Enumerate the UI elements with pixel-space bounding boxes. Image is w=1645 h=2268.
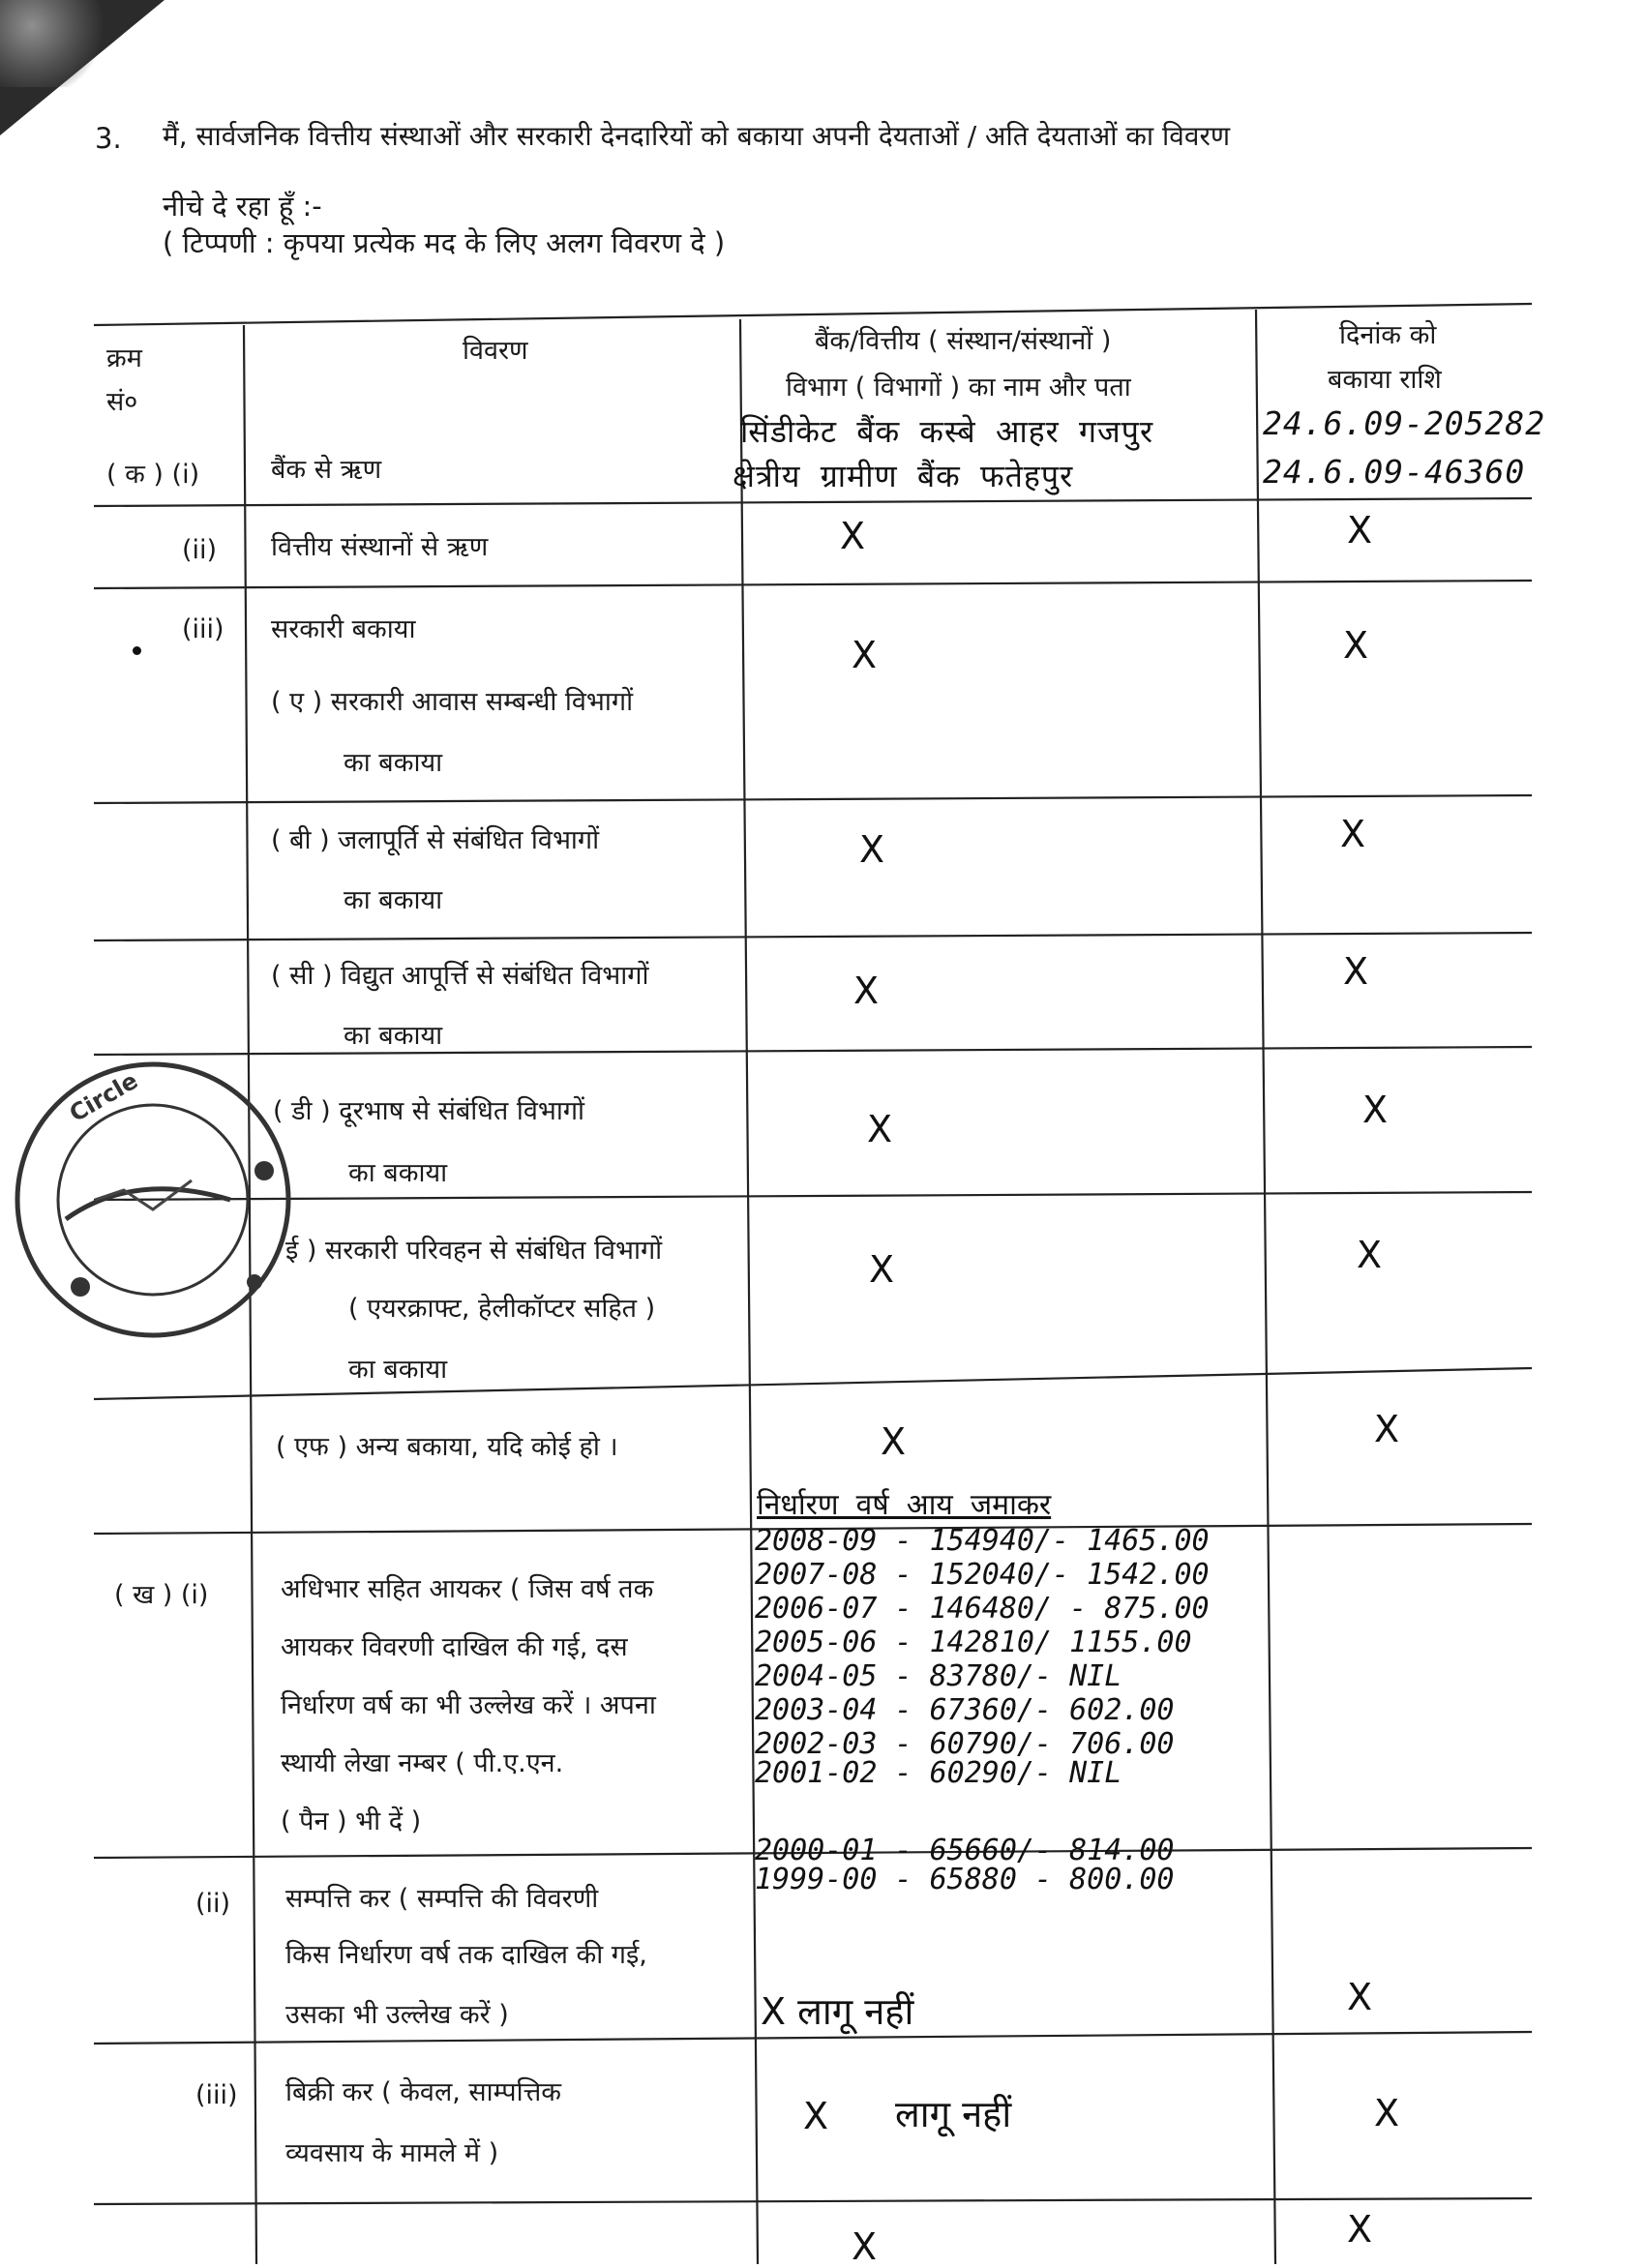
tax-line-2002: 2002-03 - 60790/- 706.00 — [755, 1727, 1175, 1761]
tax-line-2001: 2001-02 - 60290/- NIL — [755, 1756, 1122, 1790]
header-serial-line1: क्रम — [106, 343, 142, 373]
row-ka-i-amount-line1: 24.6.09-205282 — [1263, 404, 1546, 442]
official-stamp — [8, 1055, 298, 1345]
row-e-desc-line3: का बकाया — [348, 1355, 448, 1385]
row-f-desc: ( एफ ) अन्य बकाया, यदि कोई हो । — [276, 1432, 618, 1462]
tax-line-2004: 2004-05 - 83780/- NIL — [755, 1659, 1122, 1693]
row-kha-i-desc-line4: स्थायी लेखा नम्बर ( पी.ए.एन. — [281, 1748, 564, 1778]
tax-line-1999: 1999-00 - 65880 - 800.00 — [755, 1863, 1175, 1896]
row-kha-ii-serial: (ii) — [195, 1889, 231, 1919]
row-ka-ii-amount: X — [1347, 509, 1373, 552]
intro-note: ( टिप्पणी : कृपया प्रत्येक मद के लिए अलग विवरण दे ) — [163, 226, 726, 259]
row-d-desc-line1: ( डी ) दूरभाष से संबंधित विभागों — [273, 1096, 585, 1126]
tax-line-2005: 2005-06 - 142810/ 1155.00 — [755, 1626, 1192, 1659]
row-kha-iii-desc-line1: बिक्री कर ( केवल, साम्पत्तिक — [285, 2077, 561, 2107]
row-b-amount: X — [1340, 813, 1366, 855]
row-d-bank: X — [867, 1108, 893, 1150]
row-f-bank: X — [881, 1420, 907, 1463]
row-e-bank: X — [869, 1248, 895, 1291]
row-kha-i-serial: ( ख ) (i) — [114, 1580, 209, 1610]
row-kha-i-desc-line5: ( पैन ) भी दें ) — [281, 1806, 422, 1836]
row-b-desc-line2: का बकाया — [344, 885, 443, 915]
row-d-amount: X — [1362, 1089, 1389, 1131]
tax-line-2003: 2003-04 - 67360/- 602.00 — [755, 1693, 1175, 1727]
row-b-desc-line1: ( बी ) जलापूर्ति से संबंधित विभागों — [271, 825, 600, 855]
tax-line-2000: 2000-01 - 65660/- 814.00 — [755, 1834, 1175, 1867]
row-ka-iii-amount: X — [1343, 624, 1369, 667]
header-description: विवरण — [463, 336, 528, 366]
row-ka-ii-bank: X — [840, 515, 866, 557]
row-kha-ii-amount: X — [1347, 1976, 1373, 2018]
row-ka-iii-desc-line3: का बकाया — [344, 748, 443, 778]
intro-line-2: नीचे दे रहा हूँ :- — [163, 190, 322, 223]
row-e-amount: X — [1357, 1234, 1383, 1276]
row-ka-iii-bank: X — [852, 634, 878, 676]
row-kha-iii-serial: (iii) — [195, 2080, 238, 2110]
row-c-desc-line1: ( सी ) विद्युत आपूर्त्ति से संबंधित विभागों — [271, 961, 649, 991]
row-kha-iii-bank-x: X — [803, 2095, 829, 2137]
row-c-bank: X — [853, 970, 880, 1012]
row-ka-iii-serial: (iii) — [182, 614, 224, 644]
intro-line-1: मैं, सार्वजनिक वित्तीय संस्थाओं और सरकारी देनदारियों को बकाया अपनी देयताओं / अति देयताओं का विवरण — [163, 120, 1231, 152]
stamp-text: Circle — [65, 1066, 143, 1128]
row-c-amount: X — [1343, 950, 1369, 993]
row-ka-i-amount-line2: 24.6.09-46360 — [1263, 453, 1526, 491]
row-ka-i-serial: ( क ) (i) — [106, 460, 200, 490]
row-kha-i-desc-line2: आयकर विवरणी दाखिल की गई, दस — [281, 1632, 628, 1662]
row-kha-iii-desc-line2: व्यवसाय के मामले में ) — [285, 2138, 499, 2168]
tax-line-2008: 2008-09 - 154940/- 1465.00 — [755, 1524, 1210, 1558]
row-last-amount: X — [1347, 2208, 1373, 2251]
header-bank-line2: विभाग ( विभागों ) का नाम और पता — [786, 373, 1131, 403]
row-kha-i-desc-line3: निर्धारण वर्ष का भी उल्लेख करें । अपना — [281, 1690, 656, 1720]
tax-table-header: निर्धारण वर्ष आय जमाकर — [757, 1488, 1052, 1522]
row-kha-ii-bank: X लागू नहीं — [761, 1990, 914, 2033]
header-bank-line1: बैंक/वित्तीय ( संस्थान/संस्थानों ) — [815, 326, 1112, 356]
row-ka-i-bank-line2: क्षेत्रीय ग्रामीण बैंक फतेहपुर — [733, 458, 1074, 494]
tax-line-2006: 2006-07 - 146480/ - 875.00 — [755, 1592, 1210, 1626]
row-ka-ii-desc: वित्तीय संस्थानों से ऋण — [271, 532, 489, 562]
row-ka-ii-serial: (ii) — [182, 535, 218, 565]
header-serial-line2: सं० — [106, 387, 138, 417]
row-kha-iii-amount: X — [1374, 2092, 1400, 2134]
row-ka-i-desc: बैंक से ऋण — [271, 455, 382, 485]
row-d-desc-line2: का बकाया — [348, 1158, 448, 1188]
header-amount-line1: दिनांक को — [1339, 320, 1437, 350]
section-number: 3. — [95, 122, 122, 155]
row-f-amount: X — [1374, 1408, 1400, 1450]
row-kha-ii-desc-line3: उसका भी उल्लेख करें ) — [285, 2000, 509, 2030]
row-kha-ii-desc-line1: सम्पत्ति कर ( सम्पत्ति की विवरणी — [285, 1884, 599, 1914]
row-ka-i-bank-line1: सिंडीकेट बैंक कस्बे आहर गजपुर — [740, 413, 1154, 450]
header-amount-line2: बकाया राशि — [1328, 365, 1442, 395]
row-kha-i-desc-line1: अधिभार सहित आयकर ( जिस वर्ष तक — [281, 1574, 654, 1604]
row-c-desc-line2: का बकाया — [344, 1021, 443, 1051]
row-ka-iii-desc-line1: सरकारी बकाया — [271, 614, 416, 644]
row-e-desc-line1: ई ) सरकारी परिवहन से संबंधित विभागों — [285, 1236, 663, 1266]
row-b-bank: X — [859, 828, 885, 871]
row-e-desc-line2: ( एयरक्राफ्ट, हेलीकॉप्टर सहित ) — [348, 1294, 656, 1324]
row-kha-ii-desc-line2: किस निर्धारण वर्ष तक दाखिल की गई, — [285, 1940, 647, 1970]
row-kha-iii-bank-note: लागू नहीं — [895, 2093, 1012, 2135]
margin-dot — [133, 646, 141, 655]
row-last-bank: X — [852, 2225, 878, 2268]
row-ka-iii-desc-line2: ( ए ) सरकारी आवास सम्बन्धी विभागों — [271, 687, 634, 717]
tax-line-2007: 2007-08 - 152040/- 1542.00 — [755, 1558, 1210, 1592]
